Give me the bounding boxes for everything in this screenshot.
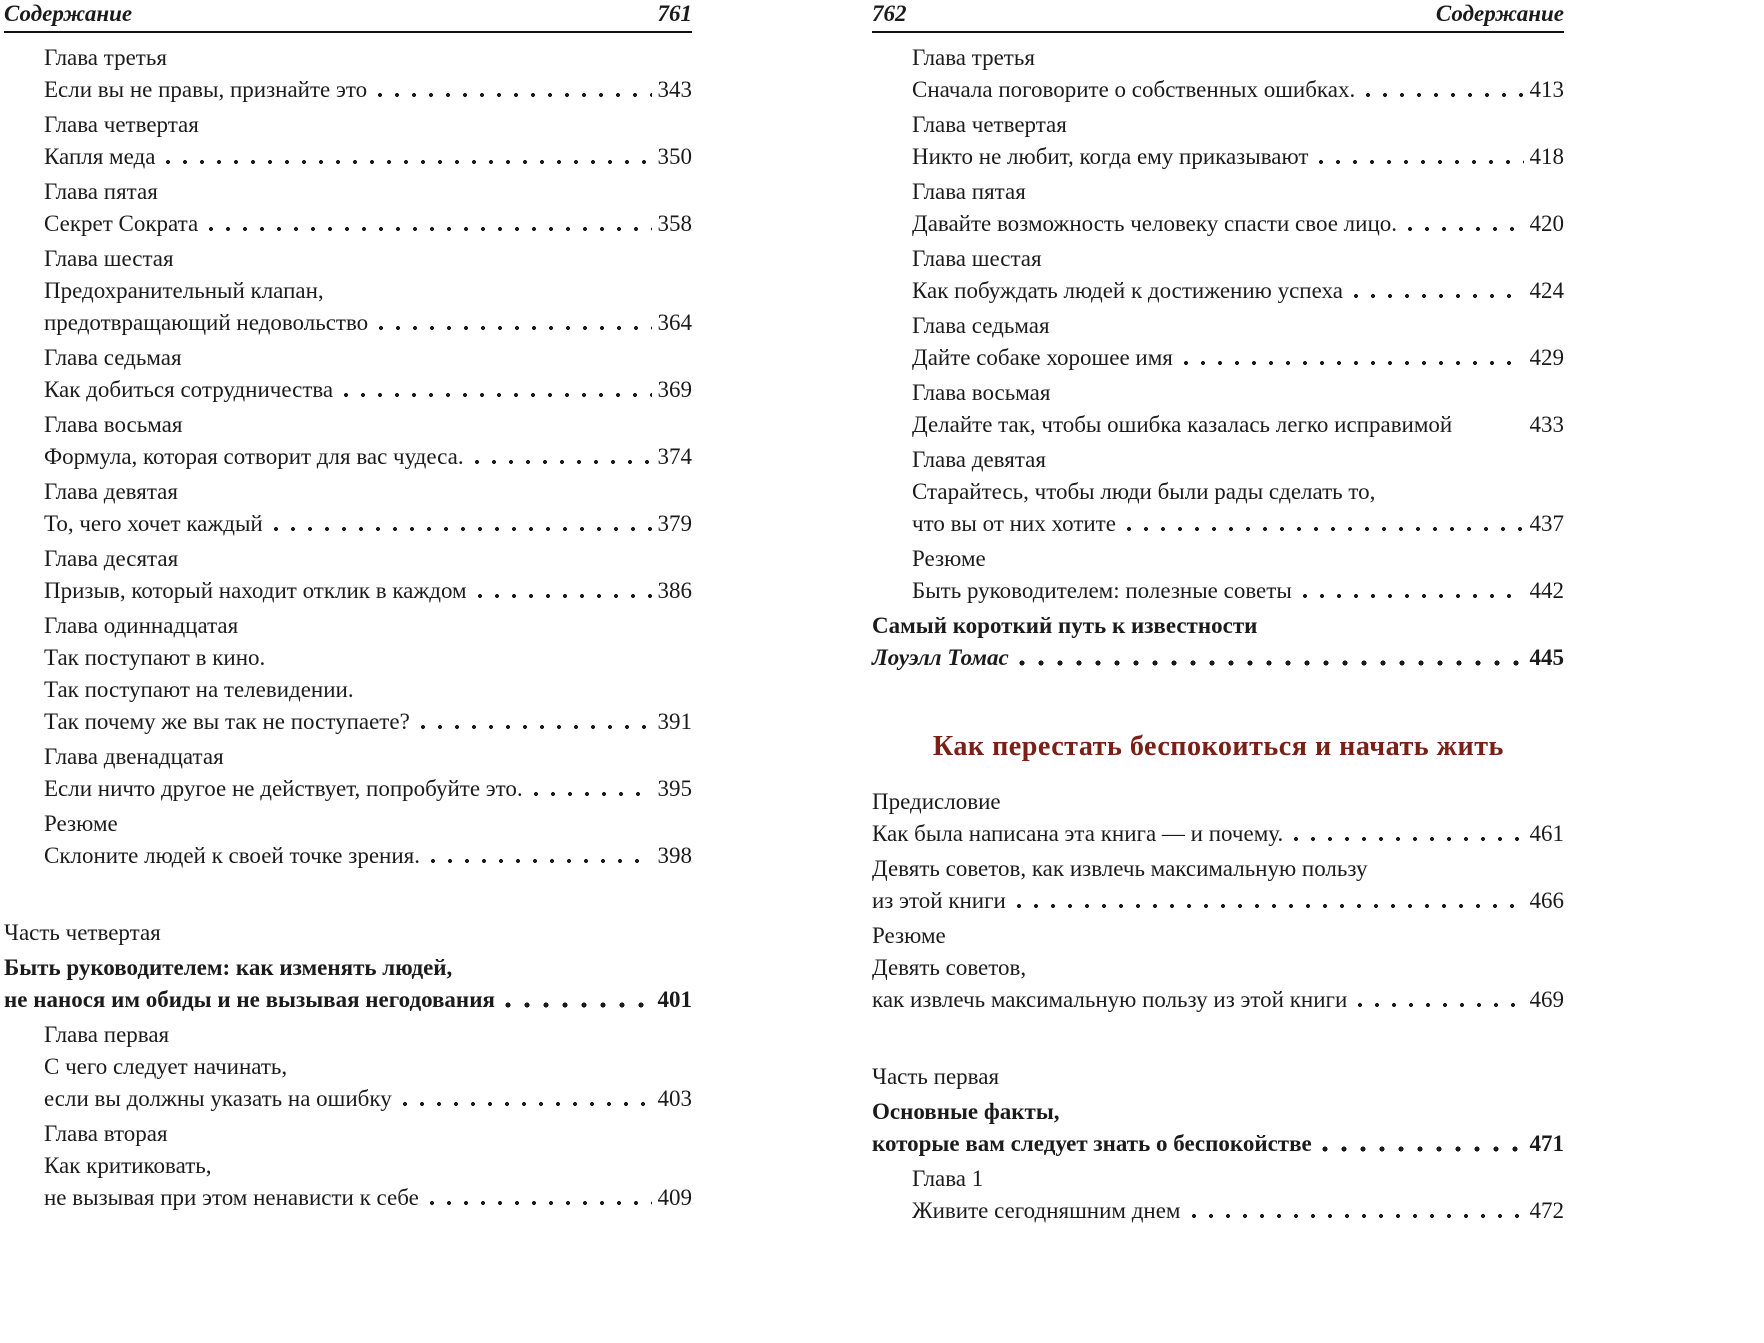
toc-entry xyxy=(4,476,692,540)
entry-line: С чего следует начинать, xyxy=(44,1054,288,1079)
toc-line xyxy=(872,885,1564,917)
dot-leader xyxy=(428,1182,652,1214)
page-number: 445 xyxy=(1529,645,1564,670)
toc-entry xyxy=(4,42,692,106)
toc-line xyxy=(4,984,692,1016)
toc-line xyxy=(44,1150,692,1182)
toc-line xyxy=(4,952,692,984)
chapter-label: Глава шестая xyxy=(912,246,1042,271)
toc-line xyxy=(872,786,1564,818)
dot-leader xyxy=(1292,818,1523,850)
entry-title: Формула, которая сотворит для вас чудеса. xyxy=(44,444,464,469)
toc-entry xyxy=(872,1061,1564,1093)
toc-entry xyxy=(4,342,692,406)
page-number: 472 xyxy=(1529,1198,1564,1223)
page-number: 401 xyxy=(657,987,692,1012)
entry-title: Если вы не правы, признайте это xyxy=(44,77,368,102)
toc-entry xyxy=(872,377,1564,441)
entry-line: Девять советов, как извлечь максимальную пользу xyxy=(872,856,1368,881)
page-number: 374 xyxy=(657,444,692,469)
dot-leader xyxy=(1301,575,1524,607)
toc-entry xyxy=(4,808,692,872)
toc-line xyxy=(912,208,1564,240)
chapter-label: Глава третья xyxy=(44,45,167,70)
toc-entry xyxy=(872,310,1564,374)
chapter-label: Глава третья xyxy=(912,45,1035,70)
dot-leader xyxy=(1317,141,1523,173)
toc-entry xyxy=(4,1118,692,1214)
dot-leader xyxy=(401,1083,652,1115)
toc-line xyxy=(44,773,692,805)
entry-title: не нанося им обиды и не вызывая негодования xyxy=(4,987,495,1012)
toc-line xyxy=(872,952,1564,984)
dot-leader xyxy=(476,575,652,607)
toc-line xyxy=(44,409,692,441)
running-header-title: Содержание xyxy=(1435,1,1564,26)
page-number: 471 xyxy=(1529,1131,1564,1156)
toc-line xyxy=(912,508,1564,540)
entry-line: Предохранительный клапан, xyxy=(44,278,324,303)
chapter-label: Глава седьмая xyxy=(912,313,1050,338)
entry-title: Призыв, который находит отклик в каждом xyxy=(44,578,467,603)
toc-line xyxy=(912,409,1564,441)
entry-title: что вы от них хотите xyxy=(912,511,1116,536)
toc-line xyxy=(912,141,1564,173)
page-number: 350 xyxy=(657,144,692,169)
toc-line xyxy=(44,808,692,840)
entry-title: предотвращающий недовольство xyxy=(44,310,369,335)
toc-entry xyxy=(872,543,1564,607)
toc-line xyxy=(872,984,1564,1016)
toc-line xyxy=(912,42,1564,74)
toc-line xyxy=(44,543,692,575)
entry-title: как извлечь максимальную пользу из этой книги xyxy=(872,987,1348,1012)
chapter-label: Предисловие xyxy=(872,789,1001,814)
toc-line xyxy=(872,724,1564,768)
toc-line xyxy=(44,1019,692,1051)
toc-line xyxy=(44,1118,692,1150)
toc-entry xyxy=(872,610,1564,674)
toc-line xyxy=(44,109,692,141)
chapter-label: Глава четвертая xyxy=(44,112,199,137)
entry-line: Самый короткий путь к известности xyxy=(872,613,1258,638)
running-header xyxy=(4,2,692,33)
dot-leader xyxy=(164,141,651,173)
running-header-page-number: 761 xyxy=(657,1,692,26)
toc-entry xyxy=(872,176,1564,240)
entry-title: из этой книги xyxy=(872,888,1006,913)
chapter-label: Глава шестая xyxy=(44,246,174,271)
toc-line xyxy=(912,444,1564,476)
chapter-label: Глава девятая xyxy=(912,447,1046,472)
page-number: 369 xyxy=(657,377,692,402)
dot-leader xyxy=(1352,275,1524,307)
chapter-label: Глава седьмая xyxy=(44,345,182,370)
dot-leader xyxy=(1406,208,1523,240)
dot-leader xyxy=(272,508,652,540)
toc-entry xyxy=(4,952,692,1016)
toc-entries-right xyxy=(872,42,1564,1227)
entry-line: Так поступают на телевидении. xyxy=(44,677,354,702)
toc-line xyxy=(872,920,1564,952)
toc-entry xyxy=(872,853,1564,917)
dot-leader xyxy=(376,74,651,106)
toc-line xyxy=(44,275,692,307)
chapter-label: Глава пятая xyxy=(44,179,158,204)
toc-entry xyxy=(4,1019,692,1115)
entry-title: Живите сегодняшним днем xyxy=(912,1198,1181,1223)
toc-line xyxy=(912,342,1564,374)
dot-leader xyxy=(1190,1195,1524,1227)
toc-line xyxy=(44,374,692,406)
toc-line xyxy=(912,310,1564,342)
entry-line: Быть руководителем: как изменять людей, xyxy=(4,955,453,980)
toc-entry xyxy=(4,741,692,805)
chapter-label: Глава четвертая xyxy=(912,112,1067,137)
toc-line xyxy=(912,176,1564,208)
page-number: 398 xyxy=(657,843,692,868)
chapter-label: Глава первая xyxy=(44,1022,170,1047)
entry-title: Как побуждать людей к достижению успеха xyxy=(912,278,1343,303)
running-header xyxy=(872,2,1564,33)
dot-leader xyxy=(207,208,651,240)
toc-entry xyxy=(4,176,692,240)
toc-line xyxy=(872,642,1564,674)
entry-title: Часть четвертая xyxy=(4,920,161,945)
chapter-label: Глава восьмая xyxy=(44,412,183,437)
entry-title: Никто не любит, когда ему приказывают xyxy=(912,144,1309,169)
toc-line xyxy=(872,818,1564,850)
toc-line xyxy=(872,1128,1564,1160)
toc-line xyxy=(872,853,1564,885)
toc-line xyxy=(44,741,692,773)
toc-entry xyxy=(872,786,1564,850)
toc-entry xyxy=(4,109,692,173)
toc-line xyxy=(912,275,1564,307)
toc-entry xyxy=(872,42,1564,106)
book-display-title: Как перестать беспокоиться и начать жить xyxy=(932,730,1504,762)
right-page xyxy=(872,2,1564,1230)
toc-line xyxy=(44,1182,692,1214)
toc-line xyxy=(44,508,692,540)
dot-leader xyxy=(1461,409,1523,441)
toc-entries-left xyxy=(4,42,692,1214)
entry-line: Как критиковать, xyxy=(44,1153,212,1178)
toc-line xyxy=(44,476,692,508)
chapter-label: Резюме xyxy=(872,923,946,948)
chapter-label: Глава 1 xyxy=(912,1166,984,1191)
toc-line xyxy=(872,1061,1564,1093)
toc-entry xyxy=(4,543,692,607)
toc-line xyxy=(44,141,692,173)
chapter-label: Резюме xyxy=(912,546,986,571)
entry-title: Секрет Сократа xyxy=(44,211,199,236)
dot-leader xyxy=(377,307,651,339)
page-number: 403 xyxy=(657,1086,692,1111)
page-number: 442 xyxy=(1529,578,1564,603)
dot-leader xyxy=(1321,1128,1524,1160)
toc-entry xyxy=(4,409,692,473)
toc-line xyxy=(912,575,1564,607)
running-header-title: Содержание xyxy=(4,1,133,26)
toc-line xyxy=(44,674,692,706)
entry-title: Сначала поговорите о собственных ошибках. xyxy=(912,77,1356,102)
entry-title: То, чего хочет каждый xyxy=(44,511,263,536)
entry-title: Делайте так, чтобы ошибка казалась легко исправимой xyxy=(912,412,1453,437)
toc-line xyxy=(44,74,692,106)
dot-leader xyxy=(1364,74,1523,106)
page-number: 469 xyxy=(1529,987,1564,1012)
left-page xyxy=(4,2,692,1217)
entry-title: Склоните людей к своей точке зрения. xyxy=(44,843,420,868)
toc-line xyxy=(912,1195,1564,1227)
toc-line xyxy=(872,610,1564,642)
entry-title: Дайте собаке хорошее имя xyxy=(912,345,1173,370)
page-number: 386 xyxy=(657,578,692,603)
toc-line xyxy=(912,109,1564,141)
page-number: 409 xyxy=(657,1185,692,1210)
toc-entry xyxy=(872,243,1564,307)
dot-leader xyxy=(1182,342,1524,374)
dot-leader xyxy=(504,984,652,1016)
dot-leader xyxy=(473,441,652,473)
entry-title: Капля меда xyxy=(44,144,156,169)
entry-line: Так поступают в кино. xyxy=(44,645,266,670)
toc-line xyxy=(44,642,692,674)
toc-line xyxy=(44,1083,692,1115)
toc-entry xyxy=(872,724,1564,768)
toc-line xyxy=(44,243,692,275)
entry-title: Часть первая xyxy=(872,1064,1000,1089)
toc-line xyxy=(44,42,692,74)
entry-title: Давайте возможность человеку спасти свое лицо. xyxy=(912,211,1398,236)
page-number: 429 xyxy=(1529,345,1564,370)
toc-entry xyxy=(4,610,692,738)
entry-title: не вызывая при этом ненависти к себе xyxy=(44,1185,419,1210)
entry-title: которые вам следует знать о беспокойстве xyxy=(872,1131,1312,1156)
dot-leader xyxy=(419,706,652,738)
page-number: 461 xyxy=(1529,821,1564,846)
dot-leader xyxy=(532,773,652,805)
chapter-label: Глава вторая xyxy=(44,1121,168,1146)
page-number: 391 xyxy=(657,709,692,734)
toc-line xyxy=(44,307,692,339)
chapter-label: Глава девятая xyxy=(44,479,178,504)
entry-line: Девять советов, xyxy=(872,955,1027,980)
toc-line xyxy=(912,243,1564,275)
page-number: 420 xyxy=(1529,211,1564,236)
toc-line xyxy=(44,1051,692,1083)
toc-entry xyxy=(872,1163,1564,1227)
toc-line xyxy=(44,575,692,607)
toc-line xyxy=(44,610,692,642)
toc-line xyxy=(912,1163,1564,1195)
page-number: 379 xyxy=(657,511,692,536)
dot-leader xyxy=(429,840,652,872)
page-number: 466 xyxy=(1529,888,1564,913)
entry-line: Основные факты, xyxy=(872,1099,1060,1124)
page-number: 358 xyxy=(657,211,692,236)
toc-line xyxy=(912,476,1564,508)
toc-line xyxy=(44,176,692,208)
page-number: 395 xyxy=(657,776,692,801)
toc-entry xyxy=(872,1096,1564,1160)
dot-leader xyxy=(1356,984,1523,1016)
chapter-label: Резюме xyxy=(44,811,118,836)
toc-line xyxy=(912,543,1564,575)
chapter-label: Глава пятая xyxy=(912,179,1026,204)
page-number: 418 xyxy=(1529,144,1564,169)
toc-line xyxy=(912,74,1564,106)
toc-line xyxy=(44,342,692,374)
toc-line xyxy=(44,208,692,240)
dot-leader xyxy=(1125,508,1524,540)
page-number: 343 xyxy=(657,77,692,102)
toc-entry xyxy=(872,444,1564,540)
running-header-page-number: 762 xyxy=(872,1,907,26)
toc-entry xyxy=(4,243,692,339)
page-number: 437 xyxy=(1529,511,1564,536)
toc-line xyxy=(872,1096,1564,1128)
toc-entry xyxy=(4,917,692,949)
dot-leader xyxy=(1015,885,1524,917)
dot-leader xyxy=(1018,642,1524,674)
toc-entry xyxy=(872,920,1564,1016)
page-number: 364 xyxy=(657,310,692,335)
toc-line xyxy=(44,441,692,473)
entry-title: Так почему же вы так не поступаете? xyxy=(44,709,410,734)
entry-title: Лоуэлл Томас xyxy=(872,645,1009,670)
toc-line xyxy=(44,840,692,872)
entry-title: Быть руководителем: полезные советы xyxy=(912,578,1292,603)
toc-line xyxy=(4,917,692,949)
chapter-label: Глава одиннадцатая xyxy=(44,613,239,638)
entry-title: Как добиться сотрудничества xyxy=(44,377,334,402)
page-number: 413 xyxy=(1529,77,1564,102)
toc-line xyxy=(44,706,692,738)
entry-line: Старайтесь, чтобы люди были рады сделать то, xyxy=(912,479,1376,504)
chapter-label: Глава десятая xyxy=(44,546,179,571)
page-number: 424 xyxy=(1529,278,1564,303)
dot-leader xyxy=(342,374,651,406)
page-number: 433 xyxy=(1529,412,1564,437)
entry-title: если вы должны указать на ошибку xyxy=(44,1086,392,1111)
toc-entry xyxy=(872,109,1564,173)
chapter-label: Глава восьмая xyxy=(912,380,1051,405)
entry-title: Как была написана эта книга — и почему. xyxy=(872,821,1284,846)
entry-title: Если ничто другое не действует, попробуйте это. xyxy=(44,776,523,801)
toc-line xyxy=(912,377,1564,409)
chapter-label: Глава двенадцатая xyxy=(44,744,224,769)
